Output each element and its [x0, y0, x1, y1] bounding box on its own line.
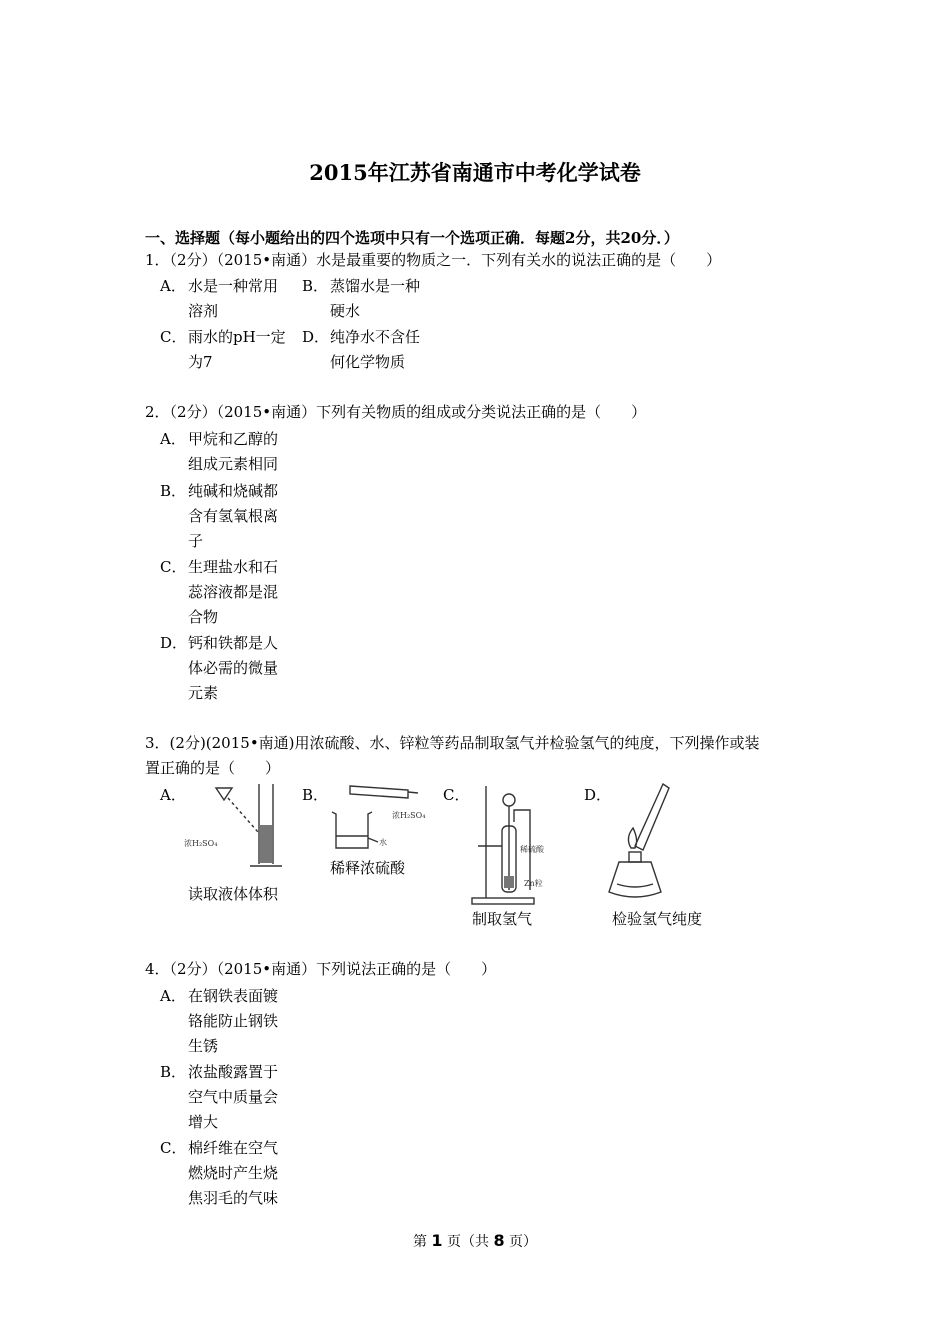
q3-option-c-label[interactable]: C． [443, 786, 470, 804]
q2-option-b[interactable] [160, 479, 298, 554]
option-text: 焦羽毛的气味 [188, 1189, 279, 1207]
q4-option-c[interactable] [160, 1136, 298, 1211]
question-3-stem-cont: 置正确的是（ ） [145, 759, 281, 777]
fig-c-label-2: Zn粒 [524, 879, 543, 888]
option-text: 雨水的pH一定 [188, 328, 286, 346]
question-3-stem: 3．(2分)(2015•南通)用浓硫酸、水、锌粒等药品制取氢气并检验氢气的纯度，下列操作或装 [145, 734, 760, 752]
option-text: 蒸馏水是一种 [330, 277, 421, 295]
option-text: 为7 [188, 353, 213, 371]
option-text: 组成元素相同 [188, 455, 279, 473]
option-text: 生理盐水和石 [188, 558, 279, 576]
question-2-stem: 2．（2分）（2015•南通）下列有关物质的组成或分类说法正确的是（ ） [145, 403, 647, 421]
option-text: 子 [188, 532, 204, 550]
figure-test-hydrogen-purity [605, 780, 675, 908]
fig-c-caption: 制取氢气 [472, 910, 533, 928]
option-text: 纯碱和烧碱都 [188, 482, 279, 500]
footer-text: 页（共 [442, 1234, 494, 1250]
figure-produce-hydrogen [468, 780, 578, 908]
figure-read-volume [180, 780, 290, 875]
option-text: 蕊溶液都是混 [188, 583, 279, 601]
option-text: 溶剂 [188, 302, 219, 320]
q4-option-b[interactable] [160, 1060, 298, 1135]
option-text: 空气中质量会 [188, 1088, 279, 1106]
option-text: 何化学物质 [330, 353, 406, 371]
fig-b-label-2: 水 [379, 838, 387, 847]
option-text: 纯净水不含任 [330, 328, 421, 346]
option-label: B． [160, 1063, 187, 1081]
section-heading: 一、选择题（每小题给出的四个选项中只有一个选项正确．每题2分，共20分．） [145, 229, 679, 247]
option-label: D． [160, 634, 188, 652]
fig-b-label-1: 浓H₂SO₄ [392, 811, 426, 820]
option-label: A． [160, 430, 186, 448]
option-label: A． [160, 987, 186, 1005]
option-text: 水是一种常用 [188, 277, 279, 295]
q4-option-a[interactable] [160, 984, 298, 1059]
question-1-stem: 1．（2分）（2015•南通）水是最重要的物质之一．下列有关水的说法正确的是（ ） [145, 251, 722, 269]
q3-option-a-label[interactable]: A． [160, 786, 186, 804]
q2-option-c[interactable] [160, 555, 298, 630]
option-text: 棉纤维在空气 [188, 1139, 279, 1157]
option-text: 合物 [188, 608, 219, 626]
option-label: D． [302, 328, 330, 346]
fig-a-label: 浓H₂SO₄ [184, 839, 218, 848]
option-text: 体必需的微量 [188, 659, 279, 677]
option-text: 硬水 [330, 302, 361, 320]
figure-dilute-acid [326, 780, 444, 855]
page-title: 2015年江苏省南通市中考化学试卷 [309, 160, 641, 185]
q1-option-a[interactable] [160, 274, 298, 324]
option-text: 燃烧时产生烧 [188, 1164, 279, 1182]
q1-option-c[interactable] [160, 325, 298, 375]
fig-a-caption: 读取液体体积 [188, 885, 279, 903]
q1-option-d[interactable] [302, 325, 440, 375]
option-label: B． [302, 277, 329, 295]
question-4-stem: 4．（2分）（2015•南通）下列说法正确的是（ ） [145, 960, 497, 978]
total-pages: 8 [493, 1231, 505, 1250]
option-text: 生锈 [188, 1037, 219, 1055]
footer-text: 页） [504, 1234, 538, 1250]
q1-option-b[interactable] [302, 274, 440, 324]
option-text: 浓盐酸露置于 [188, 1063, 279, 1081]
q3-option-b-label[interactable]: B． [302, 786, 329, 804]
option-text: 在钢铁表面镀 [188, 987, 279, 1005]
option-text: 甲烷和乙醇的 [188, 430, 279, 448]
option-text: 元素 [188, 684, 219, 702]
page-number: 1 [431, 1231, 443, 1250]
option-text: 钙和铁都是人 [188, 634, 279, 652]
q2-option-d[interactable] [160, 631, 298, 706]
option-label: C． [160, 558, 187, 576]
option-label: C． [160, 1139, 187, 1157]
option-text: 铬能防止钢铁 [188, 1012, 279, 1030]
fig-b-caption: 稀释浓硫酸 [330, 859, 406, 877]
fig-c-label-1: 稀硫酸 [520, 845, 544, 854]
footer-text: 第 [412, 1234, 432, 1250]
q2-option-a[interactable] [160, 427, 298, 477]
option-text: 含有氢氧根离 [188, 507, 279, 525]
option-label: A． [160, 277, 186, 295]
q3-option-d-label[interactable]: D． [584, 786, 612, 804]
option-label: B． [160, 482, 187, 500]
fig-d-caption: 检验氢气纯度 [612, 910, 703, 928]
option-label: C． [160, 328, 187, 346]
option-text: 增大 [188, 1113, 219, 1131]
page-footer [0, 1228, 950, 1255]
